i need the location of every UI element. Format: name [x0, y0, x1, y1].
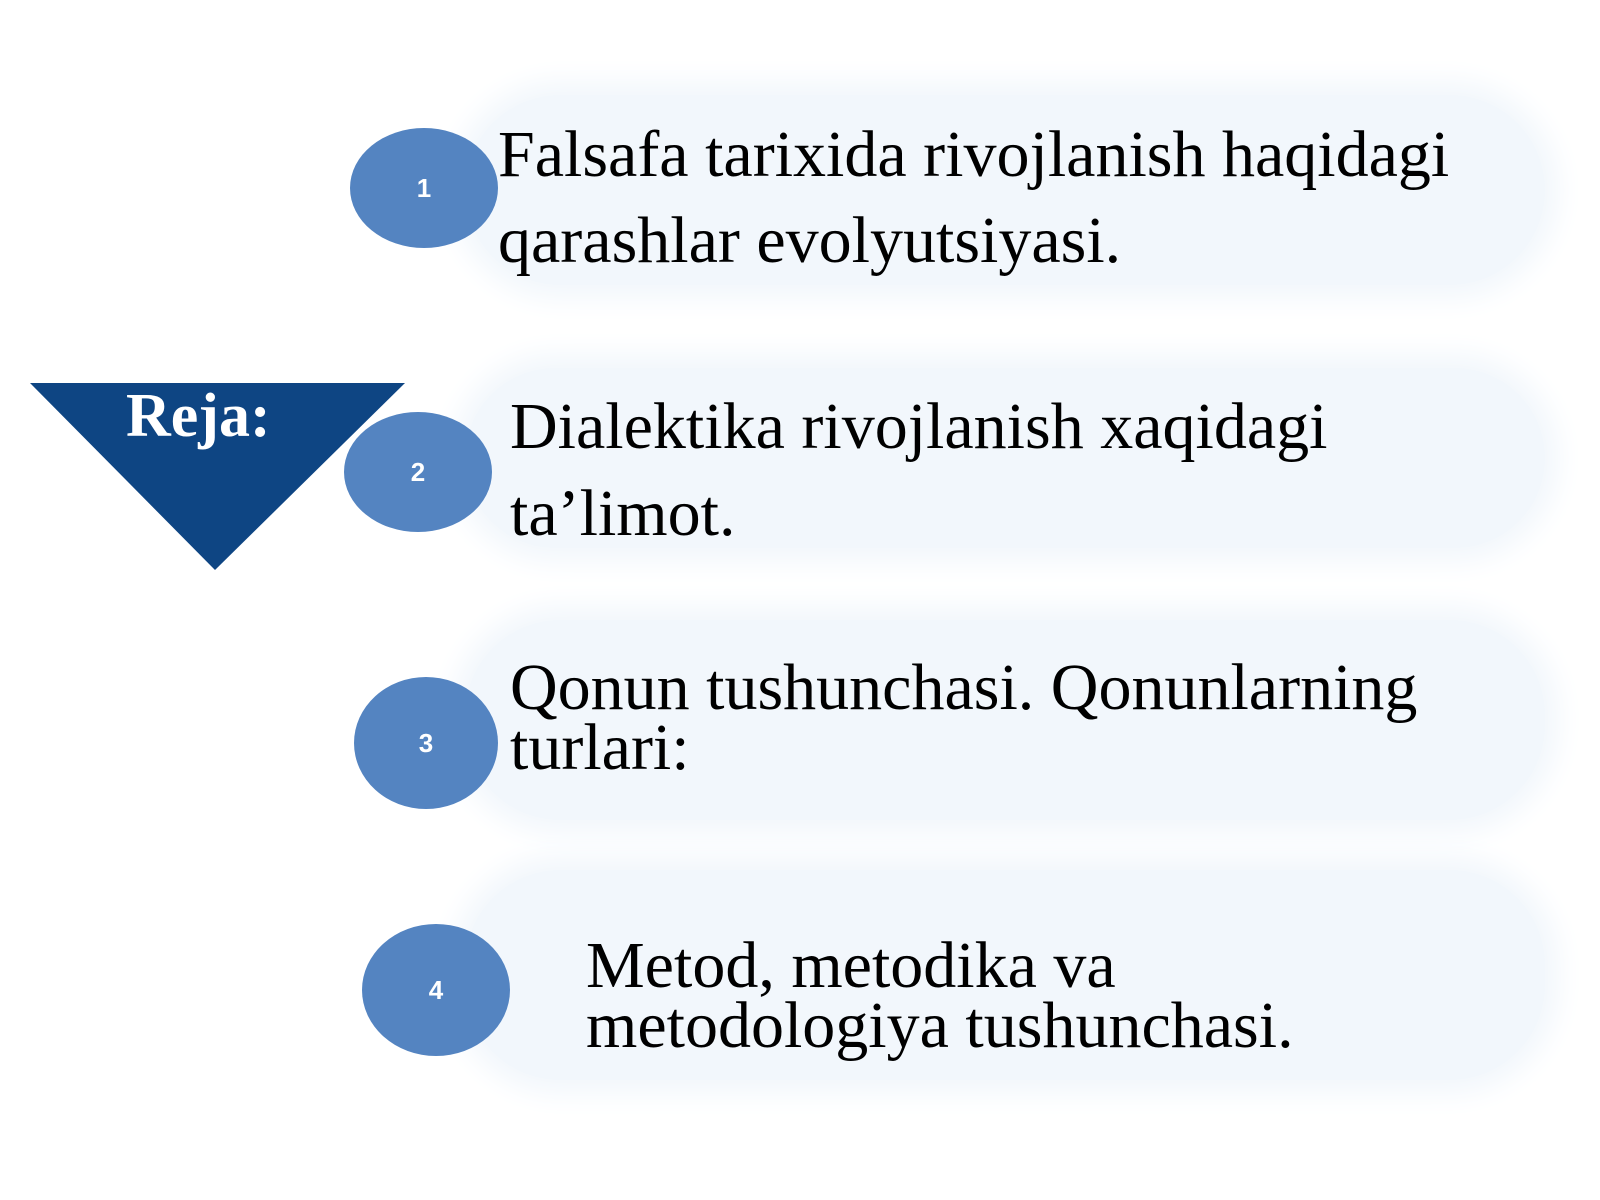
item-text-1: Falsafa tarixida rivojlanish haqidagi qarashlar evolyutsiyasi. [498, 118, 1450, 277]
item-number-badge-1: 1 [350, 128, 498, 248]
item-number-badge-3: 3 [354, 677, 498, 809]
item-text-4: Metod, metodika va metodologiya tushunchasi. [586, 929, 1294, 1062]
item-number-badge-2: 2 [344, 412, 492, 532]
reja-title: Reja: [126, 382, 271, 450]
item-number-badge-4: 4 [362, 924, 510, 1056]
item-text-2: Dialektika rivojlanish xaqidagi ta’limot. [510, 390, 1328, 550]
item-text-3: Qonun tushunchasi. Qonunlarning turlari: [510, 651, 1418, 784]
